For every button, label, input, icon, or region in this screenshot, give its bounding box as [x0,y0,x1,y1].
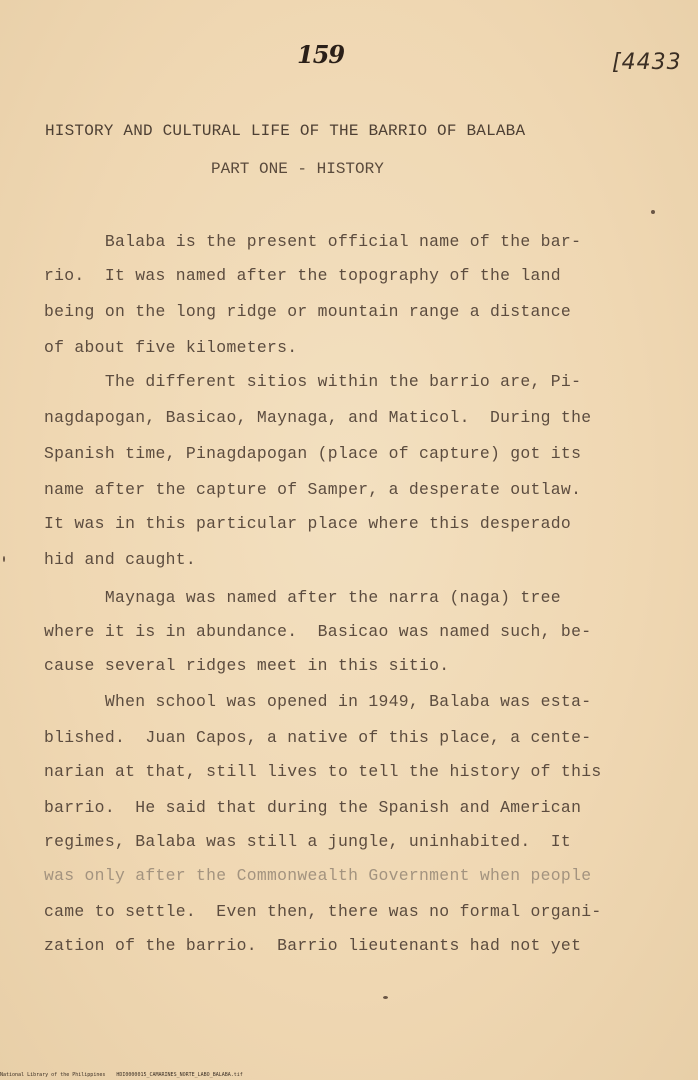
text-line: Spanish time, Pinagdapogan (place of capture) got its [44,444,582,463]
text-line: When school was opened in 1949, Balaba was esta- [44,692,592,711]
text-line: was only after the Commonwealth Government when people [44,866,592,885]
paper-speck [383,996,388,999]
text-line: nagdapogan, Basicao, Maynaga, and Maticol. During the [44,408,592,427]
text-line: blished. Juan Capos, a native of this place, a cente- [44,728,592,747]
text-line: of about five kilometers. [44,338,298,357]
text-line: where it is in abundance. Basicao was named such, be- [44,622,592,641]
document-title: HISTORY AND CULTURAL LIFE OF THE BARRIO OF BALABA [45,122,526,140]
scan-footer [0,1072,251,1078]
text-line: hid and caught. [44,550,197,569]
paper-speck [651,210,655,214]
text-line: Maynaga was named after the narra (naga) tree [44,588,561,607]
text-line: It was in this particular place where this desperado [44,514,572,533]
footer-file-id: HDI0000015_CAMARINES_NORTE_LABO_BALABA.tif [116,1072,243,1078]
text-line: being on the long ridge or mountain range a distance [44,302,572,321]
text-line: narian at that, still lives to tell the history of this [44,762,602,781]
document-subtitle: PART ONE - HISTORY [211,160,384,178]
text-line: cause several ridges meet in this sitio. [44,656,450,675]
text-line: Balaba is the present official name of the bar- [44,232,582,251]
footer-library: National Library of the Philippines [0,1072,106,1078]
text-line: zation of the barrio. Barrio lieutenants had not yet [44,936,582,955]
text-line: regimes, Balaba was still a jungle, uninhabited. It [44,832,572,851]
text-line: The different sitios within the barrio are, Pi- [44,372,582,391]
text-line: came to settle. Even then, there was no formal organi- [44,902,602,921]
text-line: name after the capture of Samper, a desperate outlaw. [44,480,582,499]
catalog-number: [4433 [612,50,682,75]
page-number: 159 [297,40,345,69]
paper-speck [3,556,5,562]
text-line: rio. It was named after the topography of the land [44,266,561,285]
text-line: barrio. He said that during the Spanish and American [44,798,582,817]
